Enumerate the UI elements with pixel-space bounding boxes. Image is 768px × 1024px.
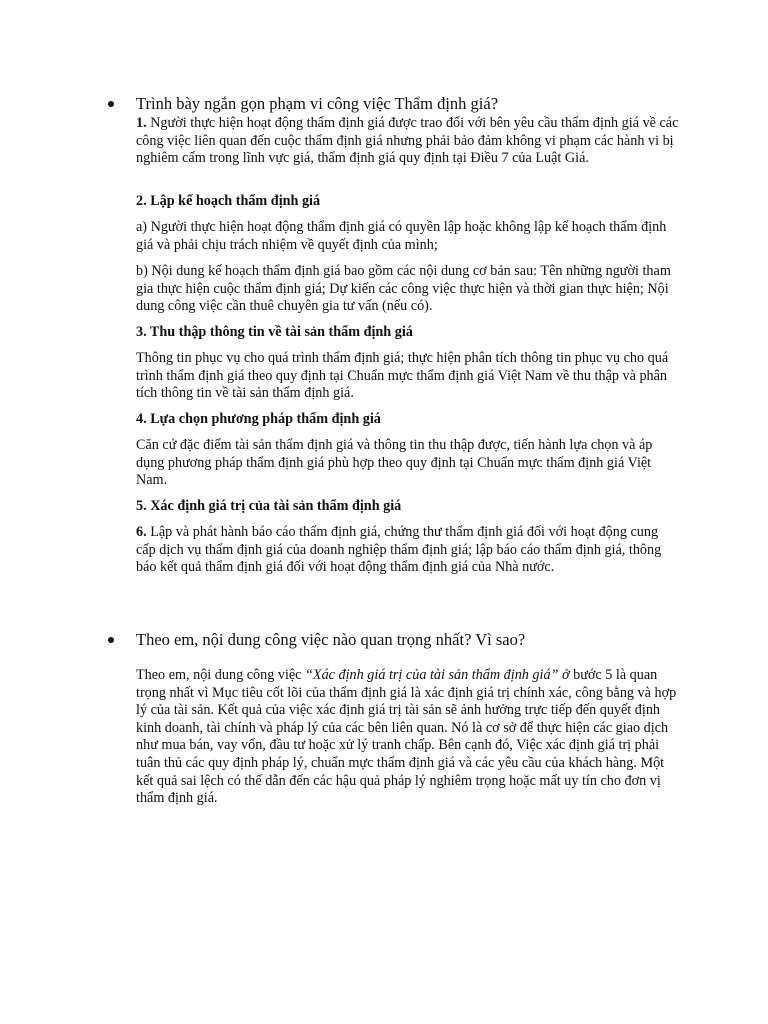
question-1-text: Trình bày ngắn gọn phạm vi công việc Thẩm định giá?	[136, 94, 499, 113]
item-4-heading: 4. Lựa chọn phương pháp thẩm định giá	[136, 411, 381, 427]
question-2-text: Theo em, nội dung công việc nào quan trọng nhất? Vì sao?	[136, 630, 526, 649]
item-6-paragraph	[136, 524, 681, 577]
answer-intro: Theo em, nội dung công việc	[136, 667, 306, 683]
item-1-number: 1.	[136, 115, 147, 131]
item-2-b-paragraph: b) Nội dung kế hoạch thẩm định giá bao gồm các nội dung cơ bản sau: Tên những người tham gia thực hiện cuộc thẩm định giá; Dự kiến các công việc thực hiện và thời gian thực hiện; Nội dung công việc cần thuê chuyên gia tư vấn (nếu có).	[136, 263, 671, 315]
item-1-text: Người thực hiện hoạt động thẩm định giá được trao đổi với bên yêu cầu thẩm định giá về các công việc liên quan đến cuộc thẩm định giá nhưng phải bảo đảm không vi phạm các hành vi bị nghiêm cấm trong lĩnh vực giá, thẩm định giá quy định tại Điều 7 của Luật Giá.	[136, 115, 679, 167]
item-2-a-paragraph: a) Người thực hiện hoạt động thẩm định giá có quyền lập hoặc không lập kế hoạch thẩm định giá và phải chịu trách nhiệm về quyết định của mình;	[136, 219, 667, 253]
item-4-paragraph: Căn cứ đặc điểm tài sản thẩm định giá và thông tin thu thập được, tiến hành lựa chọn và áp dụng phương pháp thẩm định giá phù hợp theo quy định tại Chuẩn mực thẩm định giá Việt Nam.	[136, 437, 653, 489]
item-6-number: 6.	[136, 524, 147, 540]
bullet-icon	[108, 637, 114, 643]
answer-rest: bước 5 là quan trọng nhất vì Mục tiêu cốt lõi của thẩm định giá là xác định giá trị chính xác, công bằng và hợp lý của tài sản. Kết quả của việc xác định giá trị tài sản sẽ ảnh hưởng trực tiếp đến quyết định kinh doanh, tài chính và pháp lý của các bên liên quan. Nó là cơ sở để thực hiện các giao dịch như mua bán, vay vốn, đầu tư hoặc xử lý tranh chấp. Bên cạnh đó, Việc xác định giá trị phải tuân thủ các quy định pháp lý, chuẩn mực thẩm định giá và các yêu cầu của khách hàng. Một kết quả sai lệch có thể dẫn đến các hậu quả pháp lý nghiêm trọng hoặc mất uy tín cho đơn vị thẩm định giá.	[136, 667, 677, 807]
answer-paragraph	[136, 667, 681, 808]
item-3-paragraph: Thông tin phục vụ cho quá trình thẩm định giá; thực hiện phân tích thông tin phục vụ cho quá trình thẩm định giá theo quy định tại Chuẩn mực thẩm định giá Việt Nam về thu thập và phân tích thông tin về tài sản thẩm định giá.	[136, 350, 669, 402]
bullet-icon	[108, 101, 114, 107]
item-3-heading: 3. Thu thập thông tin về tài sản thẩm định giá	[136, 324, 413, 340]
item-6-text: Lập và phát hành báo cáo thẩm định giá, chứng thư thẩm định giá đối với hoạt động cung cấp dịch vụ thẩm định giá của doanh nghiệp thẩm định giá; lập báo cáo thẩm định giá, thông báo kết quả thẩm định giá đối với hoạt động thẩm định giá của Nhà nước.	[136, 524, 662, 576]
item-5-heading: 5. Xác định giá trị của tài sản thẩm định giá	[136, 498, 402, 514]
item-2-heading: 2. Lập kế hoạch thẩm định giá	[136, 193, 321, 209]
item-1-paragraph	[136, 115, 681, 168]
answer-quote: “Xác định giá trị của tài sản thẩm định giá” ở	[305, 667, 570, 683]
